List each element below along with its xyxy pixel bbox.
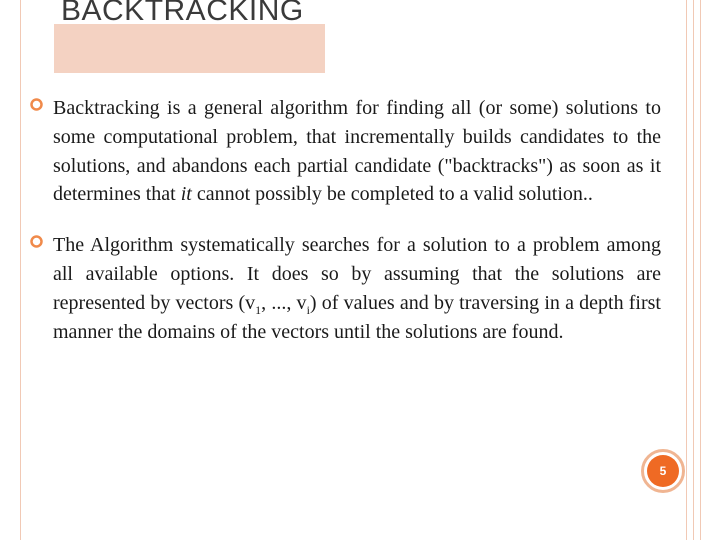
bullet-item <box>30 231 661 346</box>
slide-title: BACKTRACKING <box>61 0 304 27</box>
page-number-badge <box>641 449 685 493</box>
left-rail <box>20 0 21 540</box>
bullet-list <box>30 94 661 368</box>
right-rail-middle <box>693 0 694 540</box>
bullet-item <box>30 94 661 209</box>
bullet-text: The Algorithm systematically searches for a solution to a problem among all available options. It does so by assuming that the solutions are represented by vectors ($v_1$, ..., $v_i$) of values and by traversing in a depth first manner the domains of the vectors until the solutions are found. <box>53 234 661 343</box>
right-rail-inner <box>700 0 701 540</box>
bullet-text: Backtracking is a general algorithm for finding all (or some) solutions to some computational problem, that incrementally builds candidates to the solutions, and abandons each partial candidate ("backtracks") as soon as it determines that it cannot possibly be completed to a valid solution.. <box>53 97 661 206</box>
circle-bullet-icon <box>30 235 43 248</box>
right-rail-outer <box>686 0 687 540</box>
page-number: 5 <box>647 455 679 487</box>
circle-bullet-icon <box>30 98 43 111</box>
title-bar <box>54 24 325 73</box>
